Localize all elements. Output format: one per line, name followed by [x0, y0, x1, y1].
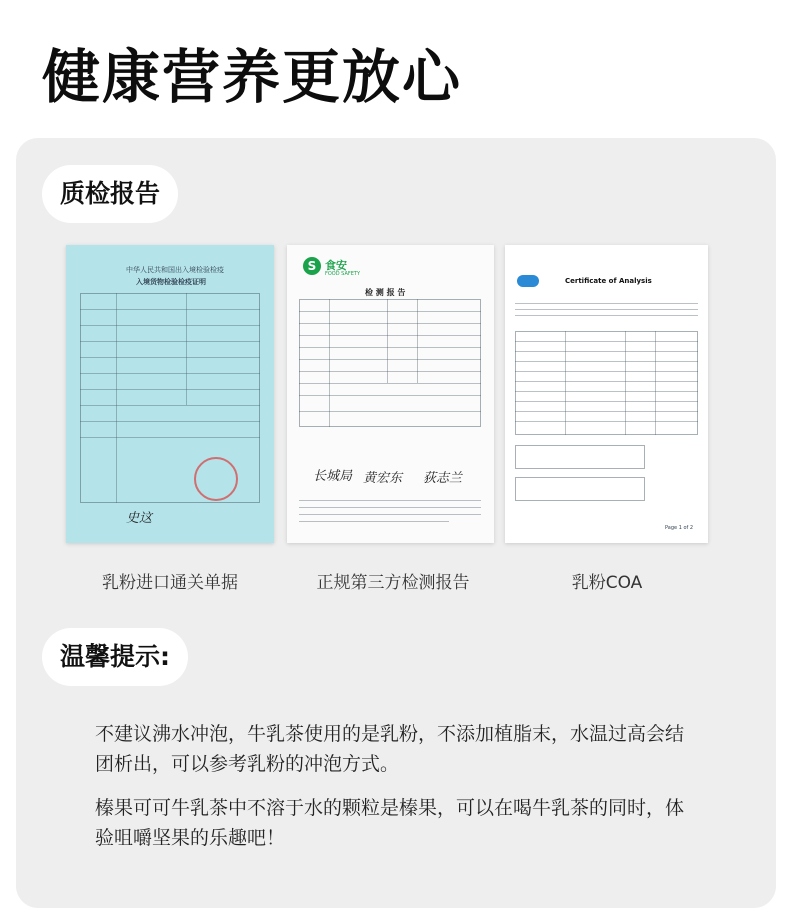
- coa-document-image: [505, 245, 708, 543]
- quality-report-label: 质检报告: [42, 165, 178, 223]
- test-brand: 食安: [325, 259, 347, 272]
- customs-header-line2: 入境货物检验检疫证明: [136, 278, 206, 286]
- food-safety-logo-icon: S: [303, 257, 321, 275]
- coa-micro-table: [515, 445, 645, 469]
- customs-signature: 史这: [126, 511, 153, 526]
- test-brand-sub: FOOD SAFETY: [325, 271, 361, 277]
- test-signature-1: 长城局: [313, 469, 353, 484]
- caption-customs: 乳粉进口通关单据: [102, 573, 238, 593]
- coa-results-table: [515, 331, 698, 435]
- caption-test-report: 正规第三方检测报告: [316, 573, 470, 593]
- customs-header-line1: 中华人民共和国出入境检验检疫: [126, 266, 224, 274]
- test-signature-3: 荻志兰: [423, 471, 463, 486]
- test-signature-2: 黄宏东: [363, 471, 403, 486]
- test-report-image: [287, 245, 494, 543]
- tip-paragraph-1: 不建议沸水冲泡，牛乳茶使用的是乳粉，不添加植脂末，水温过高会结团析出，可以参考乳粉的冲泡方式。: [95, 723, 685, 775]
- test-report-title: 检 测 报 告: [365, 288, 406, 297]
- dairy-logo-icon: [517, 275, 539, 287]
- caption-coa: 乳粉COA: [571, 573, 643, 593]
- coa-title: Certificate of Analysis: [565, 277, 652, 285]
- customs-stamp: [194, 457, 238, 501]
- customs-document-image: [66, 245, 274, 543]
- test-table-frame: [299, 299, 481, 427]
- tips-label: 温馨提示:: [42, 628, 188, 686]
- tip-paragraph-2: 榛果可可牛乳茶中不溶于水的颗粒是榛果，可以在喝牛乳茶的同时，体验咀嚼坚果的乐趣吧！: [95, 797, 685, 849]
- page-headline: 健康营养更放心: [42, 43, 463, 111]
- coa-page-number: Page 1 of 2: [665, 525, 694, 531]
- coa-micro-table-2: [515, 477, 645, 501]
